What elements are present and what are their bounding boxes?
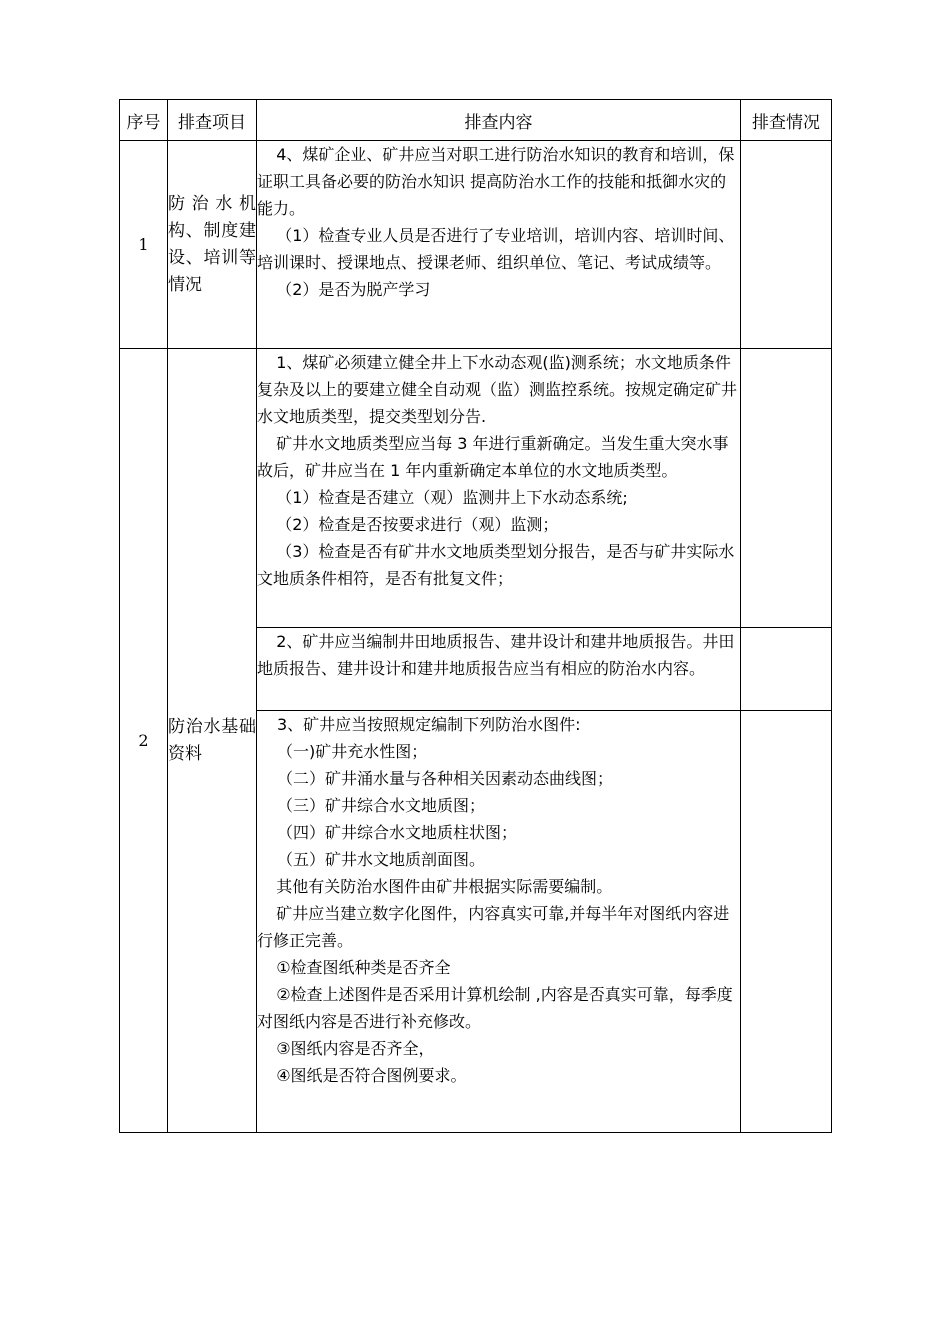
content-paragraph: 2、矿井应当编制井田地质报告、建井设计和建井地质报告。井田地质报告、建井设计和建井地质报告应当有相应的防治水内容。 bbox=[257, 632, 735, 678]
row-item: 防治水机构、制度建设、培训等情况 bbox=[168, 141, 257, 349]
row-status-cell[interactable] bbox=[741, 711, 832, 1133]
row-seq: 1 bbox=[120, 141, 168, 349]
content-paragraph: 3、矿井应当按照规定编制下列防治水图件: bbox=[277, 715, 581, 734]
content-paragraph: ③图纸内容是否齐全， bbox=[276, 1039, 435, 1058]
list-item: （一)矿井充水性图； bbox=[277, 742, 428, 761]
row-content bbox=[257, 349, 741, 628]
content-paragraph: ①检查图纸种类是否齐全 bbox=[276, 958, 451, 977]
table-header-row bbox=[120, 100, 832, 141]
header-item: 排查项目 bbox=[168, 100, 257, 141]
row-item: 防治水基础资料 bbox=[168, 349, 257, 1133]
header-status: 排查情况 bbox=[741, 100, 832, 141]
header-seq: 序号 bbox=[120, 100, 168, 141]
content-paragraph: （2）是否为脱产学习 bbox=[276, 280, 431, 299]
content-paragraph: （3）检查是否有矿井水文地质类型划分报告，是否与矿井实际水文地质条件相符，是否有批复文件； bbox=[257, 542, 735, 588]
content-paragraph: 其他有关防治水图件由矿井根据实际需要编制。 bbox=[276, 877, 613, 896]
table-row bbox=[120, 141, 832, 349]
inspection-table bbox=[119, 99, 832, 1133]
content-paragraph: 4、煤矿企业、矿井应当对职工进行防治水知识的教育和培训，保证职工具备必要的防治水知识 提高防治水工作的技能和抵御水灾的能力。 bbox=[257, 145, 735, 218]
row-status-cell[interactable] bbox=[741, 141, 832, 349]
content-paragraph: 矿井应当建立数字化图件，内容真实可靠,并每半年对图纸内容进行修正完善。 bbox=[257, 904, 730, 950]
row-status-cell[interactable] bbox=[741, 628, 832, 711]
content-paragraph: （1）检查专业人员是否进行了专业培训，培训内容、培训时间、培训课时、授课地点、授课老师、组织单位、笔记、考试成绩等。 bbox=[257, 226, 735, 272]
row-seq: 2 bbox=[120, 349, 168, 1133]
row-content bbox=[257, 141, 741, 349]
content-paragraph: ②检查上述图件是否采用计算机绘制 ,内容是否真实可靠，每季度对图纸内容是否进行补充修改。 bbox=[257, 985, 733, 1031]
list-item: （五）矿井水文地质剖面图。 bbox=[277, 850, 486, 869]
content-paragraph: 1、煤矿必须建立健全井上下水动态观(监)测系统；水文地质条件复杂及以上的要建立健全自动观（监）测监控系统。按规定确定矿井水文地质类型，提交类型划分告. bbox=[257, 353, 738, 426]
row-status-cell[interactable] bbox=[741, 349, 832, 628]
header-content: 排查内容 bbox=[257, 100, 741, 141]
content-paragraph: （2）检查是否按要求进行（观）监测； bbox=[276, 515, 559, 534]
row-content bbox=[257, 628, 741, 711]
row-content bbox=[257, 711, 741, 1133]
list-item: （四）矿井综合水文地质柱状图； bbox=[277, 823, 518, 842]
list-item: （三）矿井综合水文地质图； bbox=[277, 796, 486, 815]
table-row bbox=[120, 349, 832, 628]
list-item: （二）矿井涌水量与各种相关因素动态曲线图； bbox=[277, 769, 614, 788]
content-paragraph: 矿井水文地质类型应当每 3 年进行重新确定。当发生重大突水事故后，矿井应当在 1 年内重新确定本单位的水文地质类型。 bbox=[257, 434, 729, 480]
content-paragraph: ④图纸是否符合图例要求。 bbox=[276, 1066, 467, 1085]
content-paragraph: （1）检查是否建立（观）监测井上下水动态系统; bbox=[276, 488, 628, 507]
